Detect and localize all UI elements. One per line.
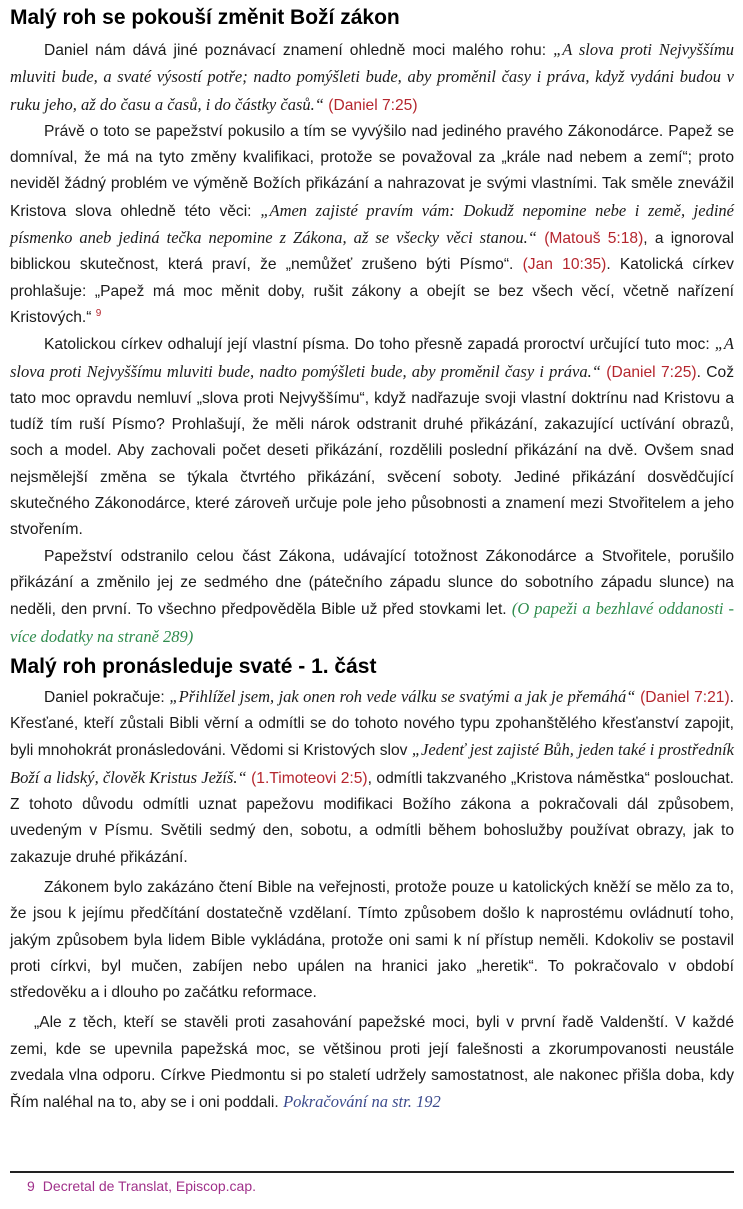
scripture-reference: (Matouš 5:18): [544, 230, 644, 248]
footnote-marker[interactable]: 9: [95, 307, 102, 319]
section-heading-persecution: Malý roh pronásleduje svaté - 1. část: [10, 654, 377, 678]
continuation-link[interactable]: Pokračování na str. 192: [283, 1092, 441, 1112]
scripture-reference: (Daniel 7:25): [606, 363, 697, 381]
paragraph-text: Daniel pokračuje:: [44, 688, 170, 706]
paragraph-text: . Což tato moc opravdu nemluví „slova proti Nejvyššímu“, když nadřazuje svoji vlastní doktrínu nad Kristovu a tudíž tím ruší Písmo? Prohlašují, že měli nárok odstranit druhé přikázání, zakazující uctívání obrazů, soch a model. Aby zachovali počet deseti přikázání, rozdělili poslední přikázání na dvě. Ovšem snad nejsmělejší změna se týkala čtvrtého přikázání, svěcení soboty. Jediné přikázání dosvědčující skutečného Zákonodárce, které zároveň určuje pole jeho působnosti a znamení mezi Stvořitelem a jeho stvořením.: [10, 363, 734, 539]
paragraph-text: Papežství odstranilo celou část Zákona, udávající totožnost Zákonodárce a Stvořitele, porušilo přikázání a změnilo jej ze sedmého dne (pátečního západu slunce do sobotního západu slunce) na neděli, den první. To všechno předpověděla Bible už před stovkami let.: [10, 547, 734, 619]
paragraph-text: , a ignoroval biblickou skutečnost, která praví, že „nemůžeť zrušeno býti Písmo“.: [10, 230, 735, 274]
section-heading-law: Malý roh se pokouší změnit Boží zákon: [10, 6, 400, 29]
paragraph-text: Zákonem bylo zakázáno čtení Bible na veřejnosti, protože pouze u katolických kněží se mělo za to, že jsou k jejímu předčítání dostatečně vzdělaní. Tímto způsobem došlo k naprostému ovládnutí toho, jakým způsobem byla lidem Bible vykládána, protože oni sami k ní přístup neměli. Kdokoliv se postavil proti církvi, byl mučen, zabíjen nebo upálen na hranici jako „heretik“. To pokračovalo v období středověku a i dlouho po začátku reformace.: [10, 878, 734, 1002]
scripture-reference: (Daniel 7:21): [640, 688, 730, 706]
paragraph-text: Katolickou církev odhalují její vlastní písma. Do toho přesně zapadá proroctví určující tuto moc:: [44, 336, 715, 354]
paragraph-text: , odmítli takzvaného „Kristova náměstka“ poslouchat. Z tohoto důvodu odmítli uznat papežovu modifikaci Božího zákona a pokračovali dál způsobem, uvedeným v Písmu. Světili sedmý den, sobotu, a odmítli během bohoslužby používat obrazy, jak to zakazuje druhé přikázání.: [10, 769, 735, 866]
appendix-link[interactable]: (O papeži a bezhlavé oddanosti - více dodatky na straně 289): [10, 599, 734, 646]
paragraph: [10, 331, 734, 543]
paragraph: [10, 684, 734, 871]
scripture-reference: (Daniel 7:25): [328, 96, 418, 114]
paragraph: [10, 37, 734, 119]
paragraph: [10, 119, 734, 331]
footnote: [27, 1178, 264, 1194]
paragraph: [10, 875, 734, 1006]
scripture-reference: (Jan 10:35): [522, 256, 607, 274]
footnote-text: Decretal de Translat, Episcop.cap.: [42, 1178, 257, 1194]
bible-quote: „Amen zajisté pravím vám: Dokudž nepomine nebe i země, jediné písmenko aneb jediná tečka nepomine z Zákona, až se všecky věci stanou.“: [10, 200, 735, 248]
paragraph: [10, 544, 734, 651]
paragraph-text: Daniel nám dává jiné poznávací znamení ohledně moci malého rohu:: [44, 42, 554, 59]
footnote-number: 9: [27, 1178, 35, 1194]
bible-quote: „Jedenť jest zajisté Bůh, jeden také i prostředník Boží a lidský, člověk Kristus Ježíš.“: [10, 740, 734, 787]
paragraph-text: Právě o toto se papežství pokusilo a tím se vyvýšilo nad jediného pravého Zákonodárce. Papež se domníval, že má na tyto změny kvalifikaci, protože se považoval za „krále nad nebem a zemí“; proto neviděl žádný problém ve výměně Božích přikázání a nahrazovat je svými vlastními. Tak směle znevážil Kristova slova ohledně této věci:: [10, 122, 734, 220]
paragraph-text: . Křesťané, kteří zůstali Bibli věrní a odmítli se do tohoto nového typu zpohanštělého křesťanství zapojit, byli mnohokrát pronásledováni. Vědomi si Kristových slov: [10, 688, 734, 760]
bible-quote: „Přihlížel jsem, jak onen roh vede válku se svatými a jak je přemáhá“: [169, 686, 636, 706]
paragraph-text: „Ale z těch, kteří se stavěli proti zasahování papežské moci, byli v první řadě Valdenští. V každé zemi, kde se upevnila papežská moc, se většinou proti její falešnosti a zkorumpovanosti neustále zvedala vlna odporu. Církve Piedmontu si po staletí udržely samostatnost, ale nakonec přišla doba, kdy Řím naléhal na to, aby se i oni poddali.: [10, 1014, 734, 1112]
bible-quote: „A slova proti Nejvyššímu mluviti bude, nadto pomýšleti bude, aby proměnil časy i práva.“: [10, 334, 734, 381]
paragraph-text: . Katolická církev prohlašuje: „Papež má moc měnit doby, rušit zákony a obejít se bez všech věcí, včetně nařízení Kristových.“: [10, 256, 734, 326]
page-content: [10, 4, 734, 1117]
scripture-reference: (1.Timoteovi 2:5): [251, 769, 368, 787]
paragraph: [10, 1010, 734, 1116]
bible-quote: „A slova proti Nejvyššímu mluviti bude, a svaté výsostí potře; nadto pomýšleti bude, aby proměnil časy i práva, když vydáni budou v ruku jeho, až do času a časů, i do částky časů.“: [10, 40, 734, 114]
footnote-divider: [10, 1171, 734, 1173]
